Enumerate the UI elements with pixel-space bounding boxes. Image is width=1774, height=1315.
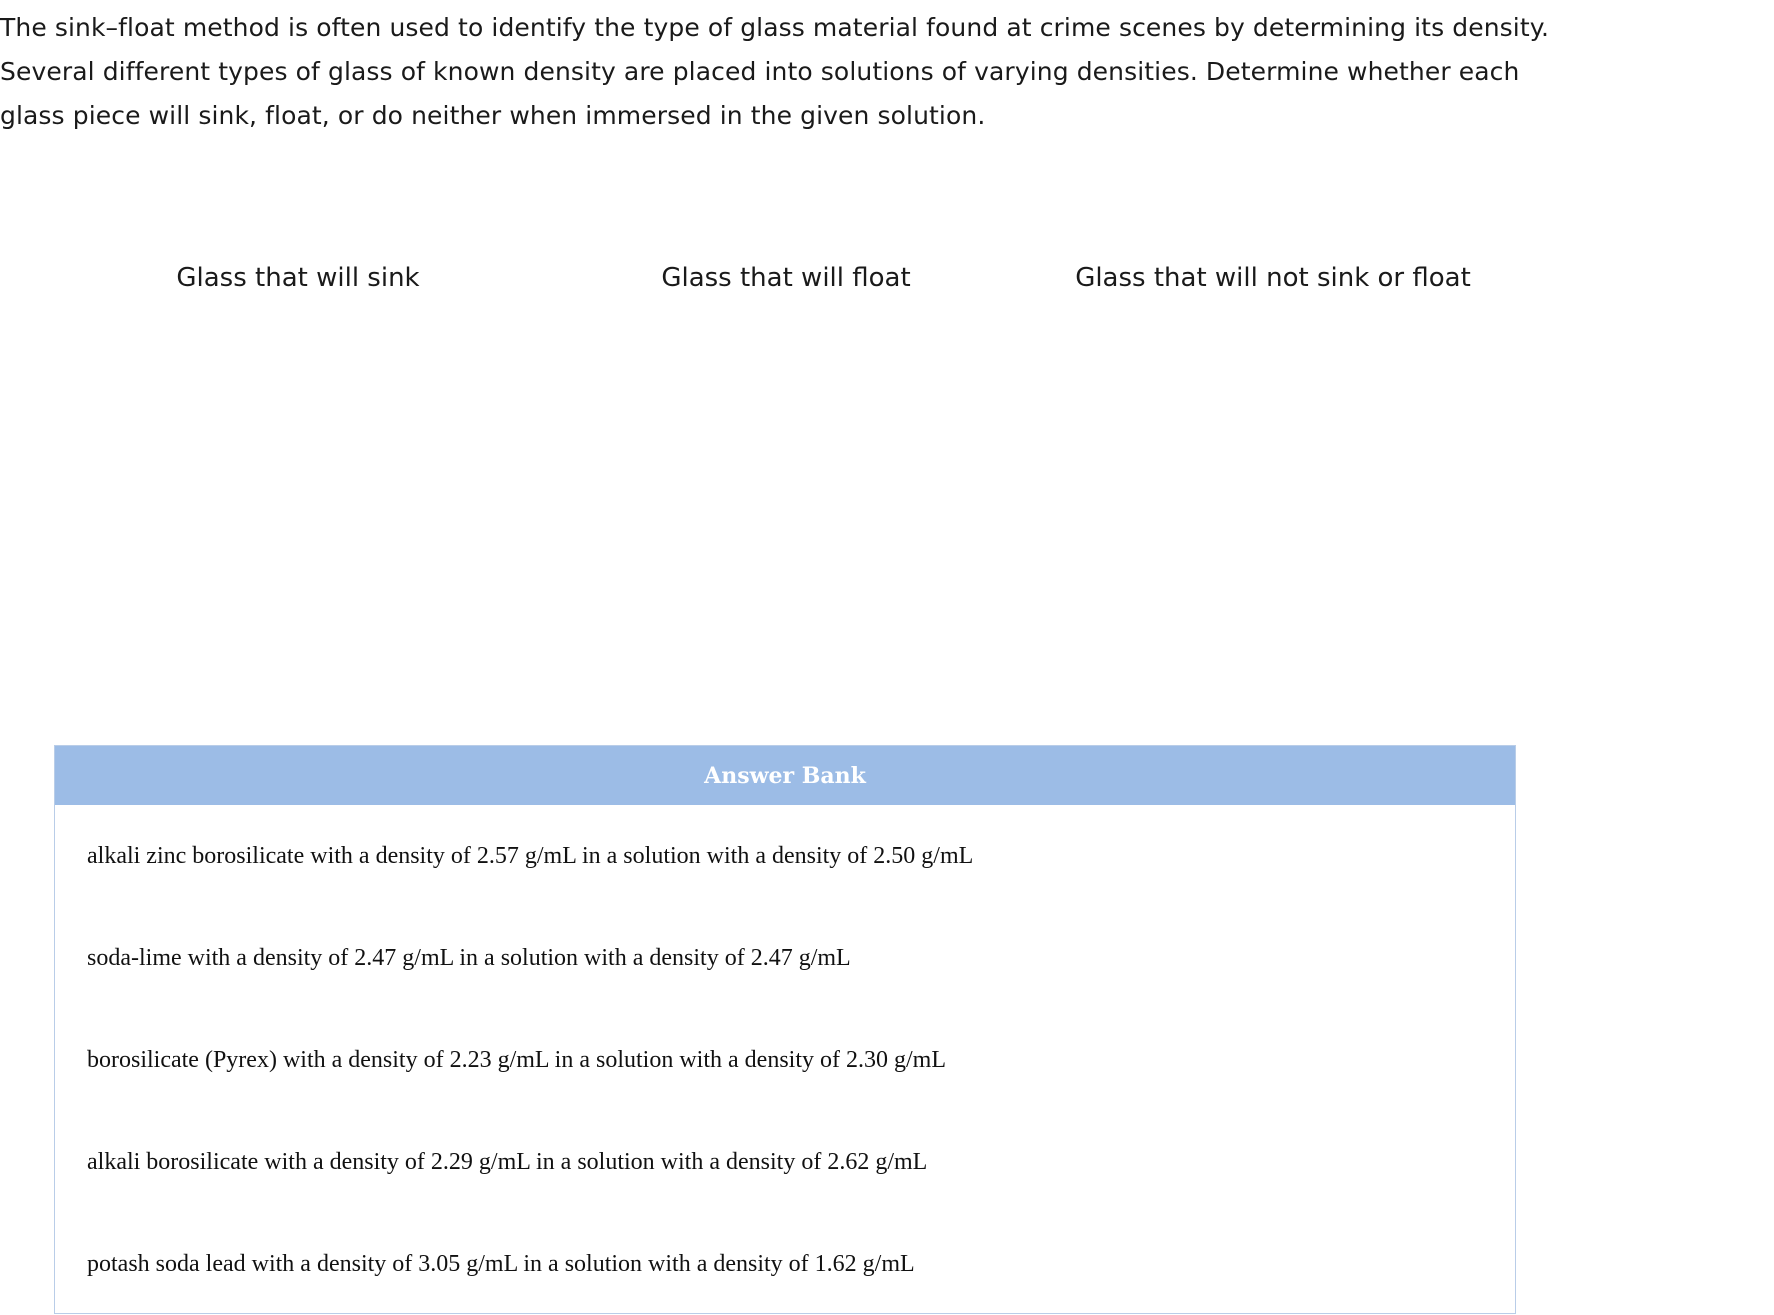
bin-neither-label: Glass that will not sink or float — [1075, 263, 1471, 293]
bin-float-dropzone[interactable] — [576, 310, 996, 710]
answer-item-potash-soda-lead[interactable]: potash soda lead with a density of 3.05 g/mL in a solution with a density of 1.62 g/mL — [87, 1250, 915, 1277]
answer-bank — [54, 745, 1516, 1314]
question-prompt: The sink–float method is often used to identify the type of glass material found at crime scenes by determining its density. Several different types of glass of known density are placed into solutions of varying densities. Determine whether each glass piece will sink, float, or do neither when immersed in the given solution. — [0, 13, 1550, 130]
answer-item-soda-lime[interactable]: soda-lime with a density of 2.47 g/mL in a solution with a density of 2.47 g/mL — [87, 944, 851, 971]
answer-bank-list — [55, 805, 1515, 1315]
answer-item-borosilicate-pyrex[interactable]: borosilicate (Pyrex) with a density of 2.23 g/mL in a solution with a density of 2.30 g/mL — [87, 1046, 946, 1073]
answer-item-alkali-borosilicate[interactable]: alkali borosilicate with a density of 2.29 g/mL in a solution with a density of 2.62 g/mL — [87, 1148, 928, 1175]
bin-neither-dropzone[interactable] — [1063, 310, 1483, 710]
answer-bank-title: Answer Bank — [55, 746, 1515, 805]
bin-float-label: Glass that will float — [661, 263, 911, 293]
bin-sink-dropzone[interactable] — [88, 310, 508, 710]
bin-sink-label: Glass that will sink — [176, 263, 420, 293]
answer-item-alkali-zinc-borosilicate[interactable]: alkali zinc borosilicate with a density of 2.57 g/mL in a solution with a density of 2.50 g/mL — [87, 842, 974, 869]
